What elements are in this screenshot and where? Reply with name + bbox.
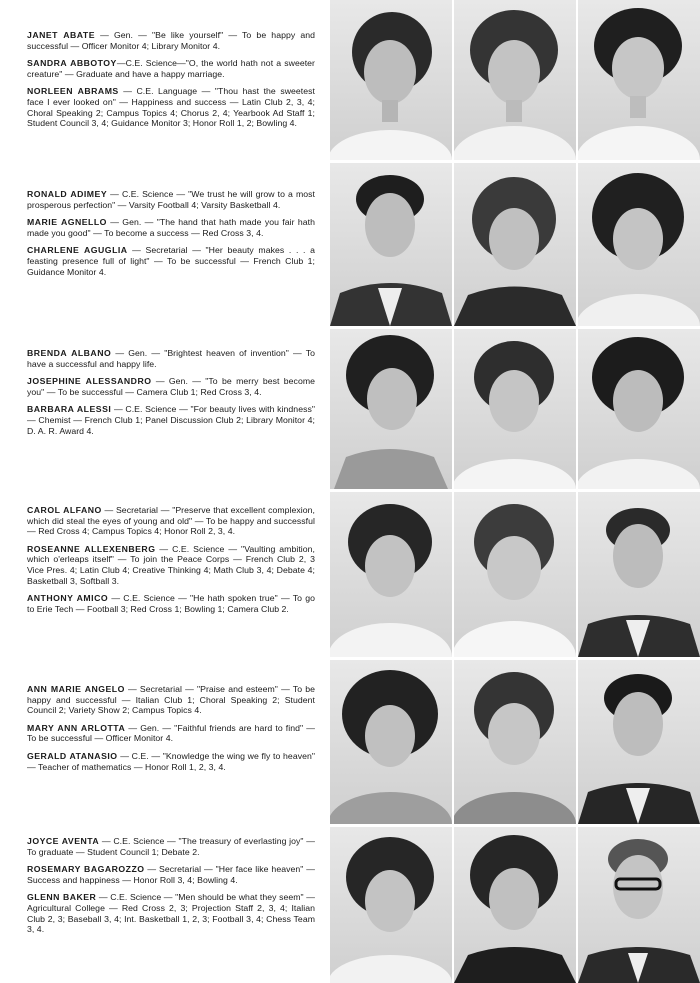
student-details: — Secretarial — "Her face like heaven" — Success and happiness — Honor Roll 3, 4; Bowling 4. (27, 864, 315, 885)
entry-group-1 (27, 30, 315, 136)
student-entry (27, 505, 315, 537)
portrait-photo (578, 329, 700, 489)
student-details: — C.E. Science — "He hath spoken true" — To go to Erie Tech — Football 3; Red Cross 1; Bowling 1; Camera Club 2. (27, 593, 315, 614)
student-entry (27, 245, 315, 277)
portrait-photo (454, 827, 576, 983)
student-name: ANTHONY AMICO (27, 593, 109, 604)
student-details: — C.E. Science — "We trust he will grow to a most prosperous perfection" — Varsity Football 4; Varsity Basketball 4. (27, 189, 315, 210)
student-name: ROSEMARY BAGAROZZO (27, 864, 145, 875)
student-entry (27, 86, 315, 128)
student-name: RONALD ADIMEY (27, 189, 108, 199)
portrait-photo (330, 329, 452, 489)
student-details: — Gen. — "The hand that hath made you fair hath made you good" — To become a success — Red Cross 3, 4. (27, 217, 315, 238)
student-details: — Secretarial — "Preserve that excellent complexion, which did steal the eyes of young and old" — To be happy and successful — Red Cross 4; Campus Topics 4; Honor Roll 2, 3, 4. (27, 505, 315, 537)
student-entry (27, 58, 315, 79)
student-details: — Gen. — "Be like yourself" — To be happy and successful — Officer Monitor 4; Library Monitor 4. (27, 30, 315, 51)
student-entry (27, 864, 315, 885)
student-entry (27, 892, 315, 934)
student-details: — Gen. — "To be merry best become you" — To be successful — Camera Club 1; Red Cross 3, 4. (27, 376, 315, 397)
entry-group-5 (27, 684, 315, 779)
portrait-photo (454, 660, 576, 824)
portrait-photo (454, 163, 576, 326)
entry-group-6 (27, 836, 315, 942)
student-details: — C.E. Language — "Thou hast the sweetest face I ever looked on" — Happiness and success — Latin Club 2, 3, 4; Choral Speaking 2; Campus Topics 4; Chorus 2, 4; Yearbook Ad Staff 1; Student Council 3, 4; Guidance Monitor 3; Honor Roll 1, 2; Bowling 4. (27, 86, 315, 129)
entry-group-2 (27, 189, 315, 284)
portrait-photo (578, 660, 700, 824)
student-details: — C.E. Science — "For beauty lives with kindness" — Chemist — French Club 1; Panel Discussion Club 2; Library Monitor 4; D. A. R. Award 4. (27, 404, 315, 436)
student-name: JOSEPHINE ALESSANDRO (27, 376, 152, 387)
student-details: — C.E. Science — "The treasury of everlasting joy" — To graduate — Student Council 1; Debate 2. (27, 836, 315, 857)
student-name: NORLEEN ABRAMS (27, 86, 119, 97)
entry-group-4 (27, 505, 315, 621)
student-name: GERALD ATANASIO (27, 750, 118, 761)
portrait-photo (578, 0, 700, 160)
student-entry (27, 376, 315, 397)
portrait-photo (454, 329, 576, 489)
portrait-photo (578, 163, 700, 326)
student-entry (27, 217, 315, 238)
student-name: GLENN BAKER (27, 892, 97, 903)
student-name: SANDRA ABBOTOY (27, 58, 117, 69)
student-entry (27, 30, 315, 51)
student-details: —C.E. Science—"O, the world hath not a sweeter creature" — Graduate and have a happy marriage. (27, 58, 316, 79)
portrait-photo (330, 827, 452, 983)
portrait-photo (578, 492, 700, 657)
student-name: CHARLENE AGUGLIA (27, 245, 128, 256)
student-details: — Gen. — "Brightest heaven of invention" — To have a successful and happy life. (27, 348, 315, 369)
student-entry (27, 751, 315, 772)
student-entry (27, 723, 315, 744)
portrait-photo (454, 492, 576, 657)
student-name: ROSEANNE ALLEXENBERG (27, 543, 156, 554)
student-entry (27, 404, 315, 436)
portrait-photo (578, 827, 700, 983)
student-entry (27, 593, 315, 614)
text-column (0, 0, 328, 983)
portrait-photo (330, 492, 452, 657)
portrait-photo (330, 0, 452, 160)
portrait-grid (328, 0, 700, 983)
student-entry (27, 189, 315, 210)
student-entry (27, 348, 315, 369)
student-name: JANET ABATE (27, 30, 95, 40)
student-details: — C.E. Science — "Men should be what they seem" — Agricultural College — Red Cross 2, 3; Projection Staff 2, 3, 4; Italian Club 2, 3; Baseball 3, 4; Int. Basketball 1, 2, 3; Football 3, 4; Chess Team 3, 4. (27, 892, 315, 935)
portrait-photo (454, 0, 576, 160)
student-name: MARIE AGNELLO (27, 217, 107, 228)
student-name: JOYCE AVENTA (27, 836, 100, 846)
student-details: — Secretarial — "Her beauty makes . . . a feasting presence full of light" — To be successful — French Club 1; Guidance Monitor 4. (27, 245, 315, 277)
student-name: MARY ANN ARLOTTA (27, 722, 126, 733)
portrait-photo (330, 163, 452, 326)
student-name: BRENDA ALBANO (27, 348, 112, 358)
student-name: BARBARA ALESSI (27, 404, 112, 415)
student-details: — Secretarial — "Praise and esteem" — To be happy and successful — Italian Club 1; Choral Speaking 2; Student Council 2; Variety Show 2; Campus Topics 4. (27, 684, 315, 716)
student-name: ANN MARIE ANGELO (27, 684, 125, 694)
student-entry (27, 836, 315, 857)
student-entry (27, 544, 315, 586)
student-details: — Gen. — "Faithful friends are hard to find" — To be successful — Officer Monitor 4. (27, 722, 315, 744)
student-details: — C.E. — "Knowledge the wing we fly to heaven" — Teacher of mathematics — Honor Roll 1, 2, 3, 4. (27, 750, 315, 772)
student-entry (27, 684, 315, 716)
entry-group-3 (27, 348, 315, 443)
student-name: CAROL ALFANO (27, 505, 102, 515)
student-details: — C.E. Science — "Vaulting ambition, which o'erleaps itself" — To join the Peace Corps — French Club 2, 3 Vice Pres. 4; Latin Club 4; Creative Thinking 4; Math Club 3, 4; Debate 4; Basketball 3, Softball 3. (27, 543, 315, 586)
portrait-photo (330, 660, 452, 824)
